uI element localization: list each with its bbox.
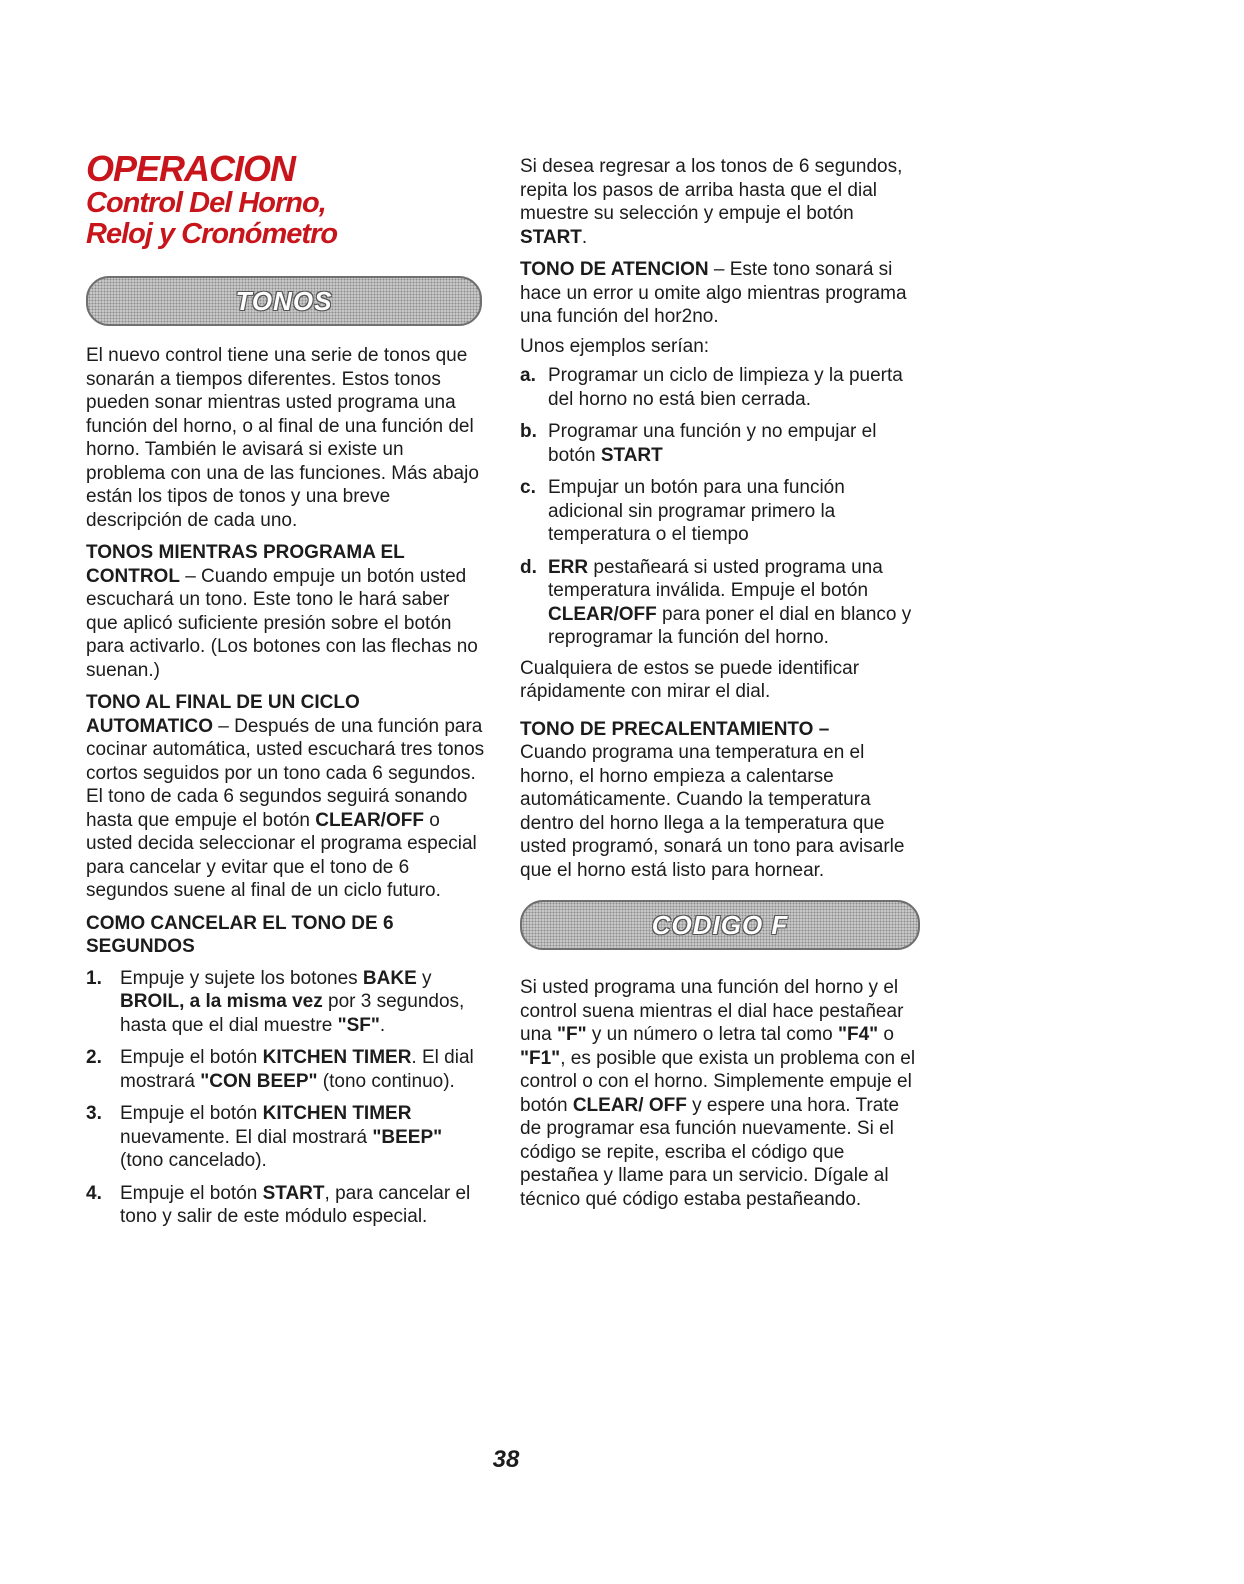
list-item: c. Empujar un botón para una función adicional sin programar primero la temperatura o el tiempo bbox=[520, 477, 845, 545]
page-number: 38 bbox=[492, 1446, 520, 1473]
return-tones-paragraph: Si desea regresar a los tonos de 6 segundos, repita los pasos de arriba hasta que el dial muestre su selección y empuje el botón START. bbox=[520, 156, 903, 248]
list-item: d. ERR pestañeará si usted programa una temperatura inválida. Empuje el botón CLEAR/OFF para poner el dial en blanco y reprogramar la función del horno. bbox=[520, 556, 912, 648]
right-column bbox=[520, 155, 920, 1211]
step-number: 2. bbox=[86, 1047, 102, 1068]
list-item: a. Programar un ciclo de limpieza y la puerta del horno no está bien cerrada. bbox=[520, 365, 903, 410]
codigo-f-banner-label: CODIGO F bbox=[651, 909, 789, 940]
precalentamiento-text: Cuando programa una temperatura en el horno, el horno empieza a calentarse automáticamente. Cuando la temperatura dentro del horno llega a la temperatura que usted programó, sonará un tono para avisarle que el horno está listo para hornear. bbox=[520, 742, 905, 881]
list-item: 1. Empuje y sujete los botones BAKE y BROIL, a la misma vez por 3 segundos, hasta que el dial muestre "SF". bbox=[86, 967, 465, 1036]
step-number: 3. bbox=[86, 1103, 102, 1124]
list-item: 2. Empuje el botón KITCHEN TIMER. El dial mostrará "CON BEEP" (tono continuo). bbox=[86, 1047, 474, 1092]
section-tono-atencion bbox=[520, 258, 920, 329]
intro-paragraph: El nuevo control tiene una serie de tonos que sonarán a tiempos diferentes. Estos tonos pueden sonar mientras usted programa una función del horno, o al final de una función del horno. También le avisará si existe un problema con una de las funciones. Más abajo están los tipos de tonos y una breve descripción de cada uno. bbox=[86, 345, 479, 531]
codigo-f-banner bbox=[520, 900, 920, 950]
start-label: START bbox=[520, 226, 582, 248]
examples-list bbox=[520, 364, 920, 650]
section-tonos-programa bbox=[86, 541, 486, 682]
section-heading-precalentamiento: TONO DE PRECALENTAMIENTO – bbox=[520, 718, 830, 740]
list-item: 4. Empuje el botón START, para cancelar el tono y salir de este módulo especial. bbox=[86, 1182, 471, 1227]
examples-intro: Unos ejemplos serían: bbox=[520, 335, 710, 357]
example-letter: d. bbox=[520, 556, 537, 578]
section-heading: TONO DE ATENCION bbox=[520, 259, 709, 280]
section-heading: TONOS MIENTRAS PROGRAMA EL CONTROL bbox=[86, 542, 405, 587]
section-heading-cancelar: COMO CANCELAR EL TONO DE 6 SEGUNDOS bbox=[86, 912, 394, 957]
list-item: 3. Empuje el botón KITCHEN TIMER nuevamente. El dial mostrará "BEEP" (tono cancelado). bbox=[86, 1103, 443, 1171]
section-text: – Después de una función para cocinar automática, usted escuchará tres tonos cortos seguidos por un tono cada 6 segundos. El tono de cada 6 segundos seguirá sonando hasta que empuje el botón bbox=[86, 715, 485, 831]
section-heading: TONO AL FINAL DE UN CICLO AUTOMATICO bbox=[86, 692, 360, 737]
page-subtitle-line2: Reloj y Cronómetro bbox=[86, 218, 338, 250]
section-text: – Cuando empuje un botón usted escuchará un tono. Este tono le hará saber que aplicó suficiente presión sobre el botón para activarlo. (Los botones con las flechas no suenan.) bbox=[86, 565, 478, 681]
tonos-banner bbox=[86, 276, 482, 326]
example-letter: c. bbox=[520, 477, 536, 498]
step-number: 4. bbox=[86, 1182, 102, 1204]
steps-list bbox=[86, 967, 486, 1229]
step-number: 1. bbox=[86, 967, 102, 989]
tonos-banner-label: TONOS bbox=[235, 285, 333, 316]
page-subtitle-line1: Control Del Horno, bbox=[86, 187, 326, 219]
section-text: – Este tono sonará si hace un error u omite algo mientras programa una función del hor2no. bbox=[520, 259, 907, 327]
identify-paragraph: Cualquiera de estos se puede identificar rápidamente con mirar el dial. bbox=[520, 657, 860, 702]
example-letter: b. bbox=[520, 421, 537, 442]
clear-off-label: CLEAR/OFF bbox=[315, 809, 424, 831]
example-letter: a. bbox=[520, 365, 536, 386]
section-text: o usted decida seleccionar el programa especial para cancelar y evitar que el tono de 6 segundos suene al final de un ciclo futuro. bbox=[86, 809, 477, 901]
list-item: b. Programar una función y no empujar el botón START bbox=[520, 421, 877, 466]
section-tono-final bbox=[86, 691, 486, 903]
page-title: OPERACION bbox=[86, 148, 296, 189]
codigo-f-paragraph: Si usted programa una función del horno y el control suena mientras el dial hace pestañear una "F" y un número o letra tal como "F4" o "F1", es posible que exista un problema con el control o con el horno. Simplemente empuje el botón CLEAR/ OFF y espere una hora. Trate de programar esa función nuevamente. Si el código se repite, escriba el código que pestañea y llame para un servicio. Dígale al técnico qué código estaba pestañeando. bbox=[520, 977, 916, 1210]
left-column bbox=[86, 150, 486, 1238]
